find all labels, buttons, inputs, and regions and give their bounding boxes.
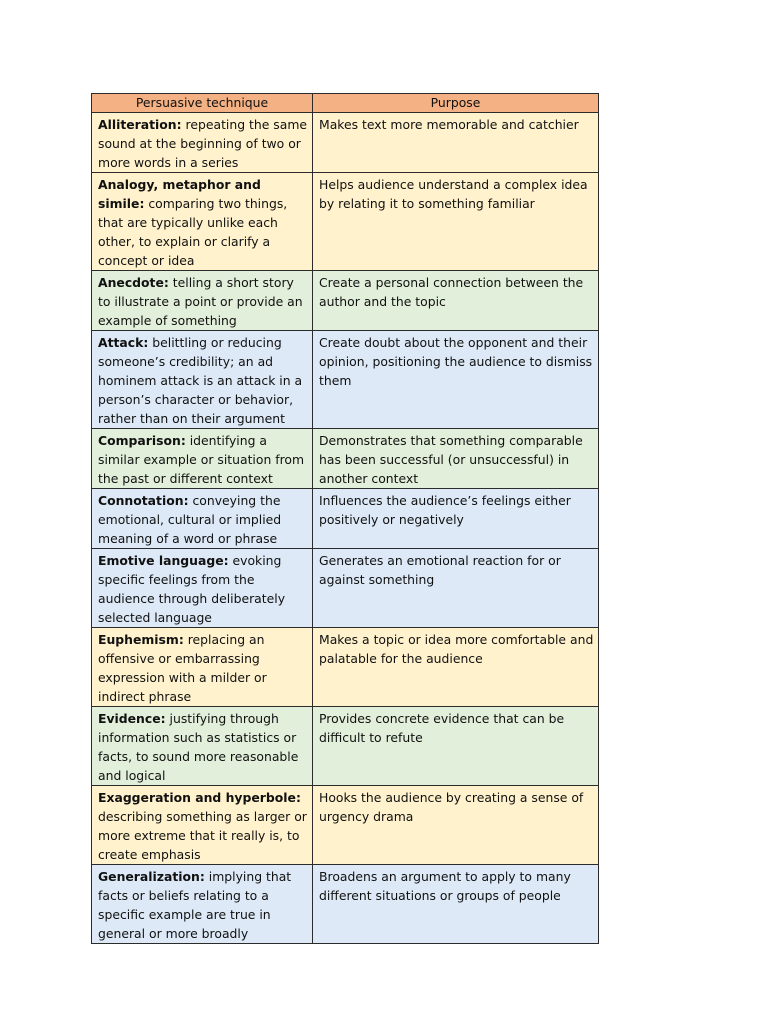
table-row	[92, 113, 599, 173]
table-row	[92, 549, 599, 628]
term-separator: :	[223, 553, 229, 568]
table-row	[92, 173, 599, 271]
purpose-cell: Makes a topic or idea more comfortable and palatable for the audience	[313, 628, 599, 707]
purpose-cell: Influences the audience’s feelings either positively or negatively	[313, 489, 599, 549]
table-header-row	[92, 94, 599, 113]
technique-definition: comparing two things, that are typically unlike each other, to explain or clarify a concept or idea	[98, 196, 288, 268]
term-separator: :	[199, 869, 205, 884]
technique-cell	[92, 331, 313, 429]
technique-cell	[92, 113, 313, 173]
term-separator: :	[183, 493, 189, 508]
table-row	[92, 271, 599, 331]
technique-term: Generalization	[98, 869, 200, 884]
term-separator: :	[139, 196, 145, 211]
technique-term: Euphemism	[98, 632, 179, 647]
purpose-cell: Helps audience understand a complex idea by relating it to something familiar	[313, 173, 599, 271]
term-separator: :	[295, 790, 301, 805]
technique-term: Emotive language	[98, 553, 224, 568]
purpose-cell: Demonstrates that something comparable has been successful (or unsuccessful) in another context	[313, 429, 599, 489]
technique-cell	[92, 628, 313, 707]
technique-term: Anecdote	[98, 275, 164, 290]
technique-term: Comparison	[98, 433, 181, 448]
technique-cell	[92, 549, 313, 628]
technique-definition: belittling or reducing someone’s credibility; an ad hominem attack is an attack in a person’s character or behavior, rather than on their argument	[98, 335, 303, 426]
technique-term: Evidence	[98, 711, 161, 726]
technique-definition: implying that facts or beliefs relating to a specific example are true in general or more broadly	[98, 869, 292, 941]
term-separator: :	[163, 275, 169, 290]
purpose-cell: Makes text more memorable and catchier	[313, 113, 599, 173]
technique-term: Attack	[98, 335, 144, 350]
purpose-cell: Create a personal connection between the author and the topic	[313, 271, 599, 331]
technique-cell	[92, 271, 313, 331]
purpose-cell: Generates an emotional reaction for or against something	[313, 549, 599, 628]
term-separator: :	[176, 117, 182, 132]
technique-definition: evoking specific feelings from the audience through deliberately selected language	[98, 553, 286, 625]
table-row	[92, 628, 599, 707]
technique-cell	[92, 429, 313, 489]
technique-definition: identifying a similar example or situation from the past or different context	[98, 433, 305, 486]
persuasive-techniques-table	[91, 93, 599, 944]
table-row	[92, 489, 599, 549]
term-separator: :	[180, 433, 186, 448]
technique-term: Analogy, metaphor and simile	[98, 177, 261, 211]
technique-definition: conveying the emotional, cultural or implied meaning of a word or phrase	[98, 493, 282, 546]
technique-definition: describing something as larger or more extreme that it really is, to create emphasis	[98, 809, 307, 862]
table-row	[92, 865, 599, 944]
technique-definition: replacing an offensive or embarrassing expression with a milder or indirect phrase	[98, 632, 267, 704]
technique-cell	[92, 786, 313, 865]
technique-cell	[92, 489, 313, 549]
header-persuasive-technique: Persuasive technique	[92, 94, 313, 113]
table-row	[92, 786, 599, 865]
term-separator: :	[178, 632, 184, 647]
technique-definition: justifying through information such as statistics or facts, to sound more reasonable and logical	[98, 711, 299, 783]
table-row	[92, 331, 599, 429]
purpose-cell: Create doubt about the opponent and their opinion, positioning the audience to dismiss them	[313, 331, 599, 429]
technique-definition: repeating the same sound at the beginning of two or more words in a series	[98, 117, 308, 170]
header-purpose: Purpose	[313, 94, 599, 113]
technique-definition: telling a short story to illustrate a point or provide an example of something	[98, 275, 303, 328]
technique-cell	[92, 865, 313, 944]
term-separator: :	[143, 335, 149, 350]
table-row	[92, 707, 599, 786]
purpose-cell: Hooks the audience by creating a sense of urgency drama	[313, 786, 599, 865]
technique-cell	[92, 707, 313, 786]
technique-term: Exaggeration and hyperbole	[98, 790, 296, 805]
technique-term: Connotation	[98, 493, 184, 508]
technique-cell	[92, 173, 313, 271]
technique-term: Alliteration	[98, 117, 177, 132]
table-row	[92, 429, 599, 489]
term-separator: :	[160, 711, 166, 726]
purpose-cell: Broadens an argument to apply to many different situations or groups of people	[313, 865, 599, 944]
purpose-cell: Provides concrete evidence that can be difficult to refute	[313, 707, 599, 786]
